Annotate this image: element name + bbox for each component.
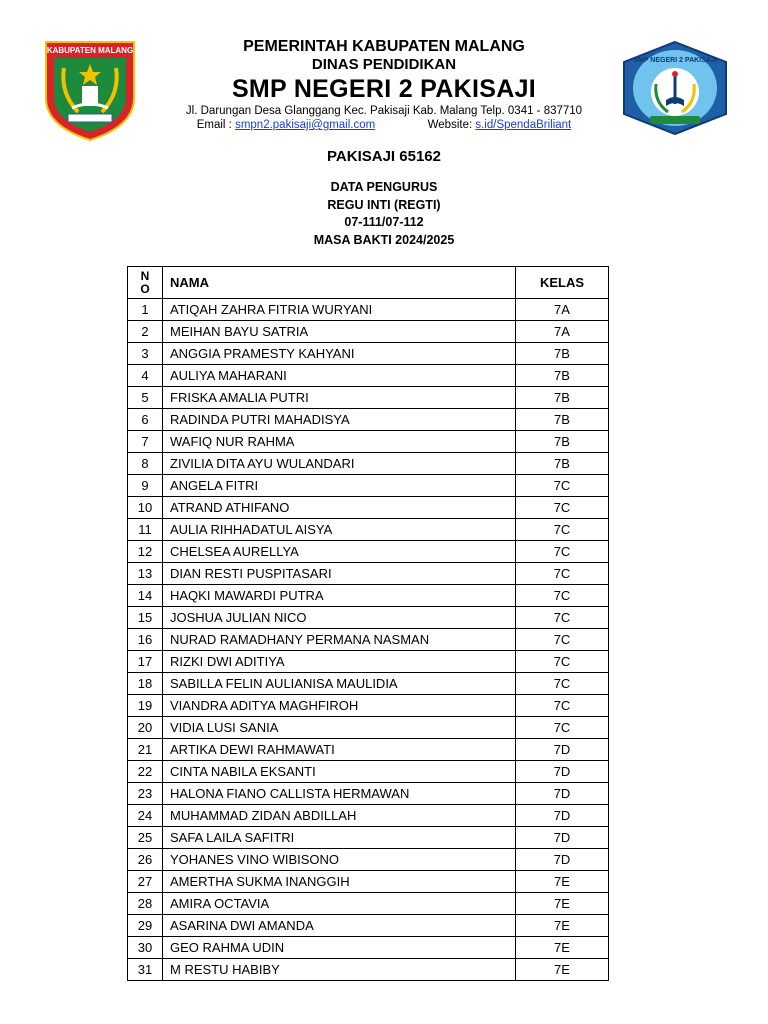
row-number: 4 bbox=[128, 365, 163, 387]
student-name: ASARINA DWI AMANDA bbox=[163, 915, 516, 937]
student-class: 7D bbox=[516, 805, 609, 827]
contact-line bbox=[150, 118, 618, 132]
table-row bbox=[128, 475, 609, 497]
row-number: 23 bbox=[128, 783, 163, 805]
row-number: 15 bbox=[128, 607, 163, 629]
student-class: 7B bbox=[516, 431, 609, 453]
student-class: 7C bbox=[516, 497, 609, 519]
row-number: 2 bbox=[128, 321, 163, 343]
table-row bbox=[128, 651, 609, 673]
student-name: AMIRA OCTAVIA bbox=[163, 893, 516, 915]
row-number: 27 bbox=[128, 871, 163, 893]
row-number: 30 bbox=[128, 937, 163, 959]
website-label: Website: bbox=[427, 119, 473, 131]
row-number: 11 bbox=[128, 519, 163, 541]
email-link[interactable]: smpn2.pakisaji@gmail.com bbox=[235, 119, 376, 131]
table-row bbox=[128, 343, 609, 365]
row-number: 7 bbox=[128, 431, 163, 453]
row-number: 31 bbox=[128, 959, 163, 981]
kabupaten-malang-logo bbox=[42, 38, 138, 142]
student-name: ARTIKA DEWI RAHMAWATI bbox=[163, 739, 516, 761]
table-row bbox=[128, 299, 609, 321]
right-logo-label: SMP NEGERI 2 PAKISAJI bbox=[633, 57, 717, 64]
student-name: NURAD RAMADHANY PERMANA NASMAN bbox=[163, 629, 516, 651]
row-number: 14 bbox=[128, 585, 163, 607]
table-row bbox=[128, 915, 609, 937]
student-name: FRISKA AMALIA PUTRI bbox=[163, 387, 516, 409]
table-row bbox=[128, 585, 609, 607]
student-class: 7E bbox=[516, 937, 609, 959]
header-name: NAMA bbox=[163, 267, 516, 299]
student-name: ATIQAH ZAHRA FITRIA WURYANI bbox=[163, 299, 516, 321]
table-row bbox=[128, 959, 609, 981]
table-row bbox=[128, 365, 609, 387]
student-name: CHELSEA AURELLYA bbox=[163, 541, 516, 563]
email-label: Email : bbox=[196, 119, 232, 131]
row-number: 26 bbox=[128, 849, 163, 871]
table-row bbox=[128, 673, 609, 695]
title-line: DATA PENGURUS bbox=[330, 180, 438, 194]
row-number: 24 bbox=[128, 805, 163, 827]
table-row bbox=[128, 409, 609, 431]
student-name: HAQKI MAWARDI PUTRA bbox=[163, 585, 516, 607]
row-number: 16 bbox=[128, 629, 163, 651]
student-class: 7E bbox=[516, 893, 609, 915]
row-number: 3 bbox=[128, 343, 163, 365]
government-name: PEMERINTAH KABUPATEN MALANG bbox=[243, 38, 525, 55]
school-name: SMP NEGERI 2 PAKISAJI bbox=[231, 75, 537, 103]
student-class: 7C bbox=[516, 717, 609, 739]
table-row bbox=[128, 519, 609, 541]
table-row bbox=[128, 453, 609, 475]
student-class: 7B bbox=[516, 387, 609, 409]
student-name: CINTA NABILA EKSANTI bbox=[163, 761, 516, 783]
row-number: 5 bbox=[128, 387, 163, 409]
table-row bbox=[128, 783, 609, 805]
student-name: SABILLA FELIN AULIANISA MAULIDIA bbox=[163, 673, 516, 695]
student-class: 7C bbox=[516, 673, 609, 695]
student-class: 7C bbox=[516, 651, 609, 673]
row-number: 10 bbox=[128, 497, 163, 519]
table-row bbox=[128, 937, 609, 959]
table-row bbox=[128, 695, 609, 717]
student-name: GEO RAHMA UDIN bbox=[163, 937, 516, 959]
student-class: 7C bbox=[516, 563, 609, 585]
header-class: KELAS bbox=[516, 267, 609, 299]
student-name: RIZKI DWI ADITIYA bbox=[163, 651, 516, 673]
student-class: 7D bbox=[516, 739, 609, 761]
header-no-line1: N bbox=[140, 268, 150, 283]
student-class: 7E bbox=[516, 915, 609, 937]
member-table bbox=[127, 266, 609, 981]
table-row bbox=[128, 541, 609, 563]
letterhead bbox=[0, 0, 768, 140]
student-name: MUHAMMAD ZIDAN ABDILLAH bbox=[163, 805, 516, 827]
student-class: 7C bbox=[516, 607, 609, 629]
student-name: ANGELA FITRI bbox=[163, 475, 516, 497]
row-number: 20 bbox=[128, 717, 163, 739]
row-number: 6 bbox=[128, 409, 163, 431]
student-class: 7D bbox=[516, 827, 609, 849]
student-class: 7B bbox=[516, 409, 609, 431]
table-row bbox=[128, 827, 609, 849]
student-name: YOHANES VINO WIBISONO bbox=[163, 849, 516, 871]
table-row bbox=[128, 871, 609, 893]
table-row bbox=[128, 849, 609, 871]
student-name: VIDIA LUSI SANIA bbox=[163, 717, 516, 739]
row-number: 22 bbox=[128, 761, 163, 783]
row-number: 13 bbox=[128, 563, 163, 585]
student-class: 7C bbox=[516, 541, 609, 563]
row-number: 1 bbox=[128, 299, 163, 321]
city-postal-code: PAKISAJI 65162 bbox=[327, 148, 441, 165]
row-number: 25 bbox=[128, 827, 163, 849]
student-name: MEIHAN BAYU SATRIA bbox=[163, 321, 516, 343]
student-name: ZIVILIA DITA AYU WULANDARI bbox=[163, 453, 516, 475]
title-line: 07-111/07-112 bbox=[344, 215, 424, 229]
row-number: 8 bbox=[128, 453, 163, 475]
student-name: VIANDRA ADITYA MAGHFIROH bbox=[163, 695, 516, 717]
table-row bbox=[128, 431, 609, 453]
student-class: 7E bbox=[516, 959, 609, 981]
student-class: 7B bbox=[516, 453, 609, 475]
student-class: 7B bbox=[516, 343, 609, 365]
student-class: 7D bbox=[516, 849, 609, 871]
student-name: M RESTU HABIBY bbox=[163, 959, 516, 981]
row-number: 29 bbox=[128, 915, 163, 937]
student-name: WAFIQ NUR RAHMA bbox=[163, 431, 516, 453]
header-no bbox=[128, 267, 163, 299]
department-name: DINAS PENDIDIKAN bbox=[311, 56, 457, 73]
title-line: MASA BAKTI 2024/2025 bbox=[313, 232, 455, 247]
table-row bbox=[128, 607, 609, 629]
table-row bbox=[128, 497, 609, 519]
row-number: 18 bbox=[128, 673, 163, 695]
smp-negeri-2-pakisaji-logo bbox=[620, 40, 730, 136]
student-class: 7C bbox=[516, 695, 609, 717]
row-number: 28 bbox=[128, 893, 163, 915]
row-number: 9 bbox=[128, 475, 163, 497]
header-no-line2: O bbox=[140, 281, 150, 296]
student-name: SAFA LAILA SAFITRI bbox=[163, 827, 516, 849]
student-class: 7D bbox=[516, 783, 609, 805]
school-address: Jl. Darungan Desa Glanggang Kec. Pakisaji Kab. Malang Telp. 0341 - 837710 bbox=[185, 105, 583, 117]
student-class: 7C bbox=[516, 629, 609, 651]
table-row bbox=[128, 805, 609, 827]
table-row bbox=[128, 629, 609, 651]
document-title bbox=[0, 179, 768, 249]
table-row bbox=[128, 387, 609, 409]
student-class: 7C bbox=[516, 585, 609, 607]
website-link[interactable]: s.id/SpendaBriliant bbox=[475, 119, 572, 131]
table-header-row bbox=[128, 267, 609, 299]
title-line: REGU INTI (REGTI) bbox=[327, 197, 441, 212]
student-class: 7C bbox=[516, 475, 609, 497]
letterhead-text bbox=[150, 38, 618, 132]
table-row bbox=[128, 761, 609, 783]
student-name: AULIA RIHHADATUL AISYA bbox=[163, 519, 516, 541]
row-number: 12 bbox=[128, 541, 163, 563]
table-row bbox=[128, 739, 609, 761]
table-row bbox=[128, 321, 609, 343]
row-number: 17 bbox=[128, 651, 163, 673]
table-row bbox=[128, 563, 609, 585]
left-logo-label: KABUPATEN MALANG bbox=[46, 46, 134, 55]
student-class: 7A bbox=[516, 321, 609, 343]
table-row bbox=[128, 893, 609, 915]
row-number: 19 bbox=[128, 695, 163, 717]
student-name: JOSHUA JULIAN NICO bbox=[163, 607, 516, 629]
student-class: 7B bbox=[516, 365, 609, 387]
student-name: HALONA FIANO CALLISTA HERMAWAN bbox=[163, 783, 516, 805]
student-name: ATRAND ATHIFANO bbox=[163, 497, 516, 519]
student-name: ANGGIA PRAMESTY KAHYANI bbox=[163, 343, 516, 365]
table-row bbox=[128, 717, 609, 739]
student-class: 7A bbox=[516, 299, 609, 321]
student-name: RADINDA PUTRI MAHADISYA bbox=[163, 409, 516, 431]
student-class: 7E bbox=[516, 871, 609, 893]
table-body bbox=[128, 299, 609, 981]
row-number: 21 bbox=[128, 739, 163, 761]
student-class: 7D bbox=[516, 761, 609, 783]
student-class: 7C bbox=[516, 519, 609, 541]
student-name: AMERTHA SUKMA INANGGIH bbox=[163, 871, 516, 893]
student-name: AULIYA MAHARANI bbox=[163, 365, 516, 387]
student-name: DIAN RESTI PUSPITASARI bbox=[163, 563, 516, 585]
